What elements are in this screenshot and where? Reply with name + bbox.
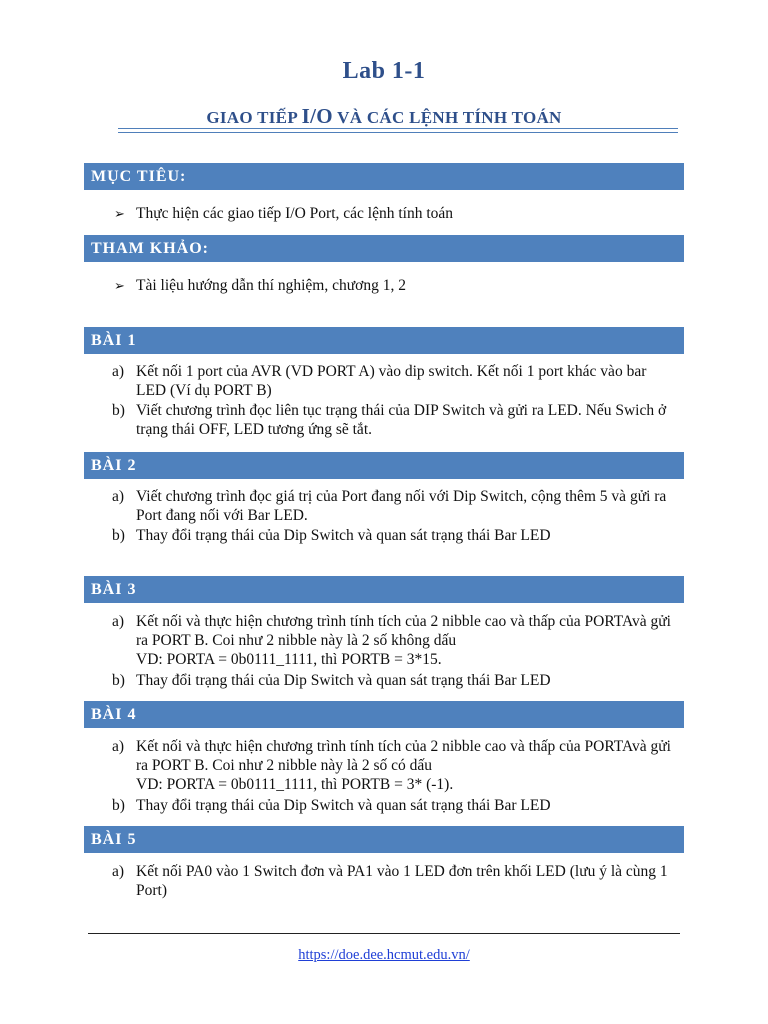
item-marker: b) bbox=[112, 797, 125, 814]
item-marker: b) bbox=[112, 402, 125, 419]
item-marker: a) bbox=[112, 488, 125, 505]
item-text: Kết nối 1 port của AVR (VD PORT A) vào dip switch. Kết nối 1 port khác vào bar LED (Ví dụ PORT B) bbox=[136, 363, 647, 399]
page-subtitle bbox=[0, 104, 768, 129]
item-marker: a) bbox=[112, 863, 125, 880]
item-text-example: VD: PORTA = 0b0111_1111, thì PORTB = 3* (-1). bbox=[136, 776, 454, 793]
item-text: Thay đổi trạng thái của Dip Switch và quan sát trạng thái Bar LED bbox=[136, 672, 551, 689]
title-rule-top bbox=[118, 128, 678, 129]
footer-rule bbox=[88, 933, 680, 934]
item-text: Viết chương trình đọc giá trị của Port đang nối với Dip Switch, cộng thêm 5 và gửi ra Port đang nối với Bar LED. bbox=[136, 488, 667, 524]
item-text: Thay đổi trạng thái của Dip Switch và quan sát trạng thái Bar LED bbox=[136, 797, 551, 814]
list-item bbox=[112, 526, 672, 545]
page-title: Lab 1-1 bbox=[342, 58, 426, 84]
title-rule-bottom bbox=[118, 132, 678, 133]
section-heading-bai-4: BÀI 4 bbox=[84, 701, 684, 728]
arrow-bullet-icon: ➢ bbox=[114, 206, 125, 221]
section-heading-bai-5: BÀI 5 bbox=[84, 826, 684, 853]
list-item bbox=[112, 612, 672, 669]
list-item bbox=[112, 362, 672, 400]
item-text: Viết chương trình đọc liên tục trạng thái của DIP Switch và gửi ra LED. Nếu Swich ở trạng thái OFF, LED tương ứng sẽ tắt. bbox=[136, 402, 667, 438]
item-text bbox=[136, 612, 672, 669]
item-marker: a) bbox=[112, 613, 125, 630]
section-heading-muc-tieu: MỤC TIÊU: bbox=[84, 163, 684, 190]
item-marker: a) bbox=[112, 363, 125, 380]
subtitle-post: VÀ CÁC LỆNH TÍNH TOÁN bbox=[332, 108, 562, 127]
item-marker: a) bbox=[112, 738, 125, 755]
item-marker: b) bbox=[112, 672, 125, 689]
item-text: Thay đổi trạng thái của Dip Switch và quan sát trạng thái Bar LED bbox=[136, 527, 551, 544]
bullet-text: Tài liệu hướng dẫn thí nghiệm, chương 1, 2 bbox=[136, 277, 406, 294]
list-item bbox=[112, 796, 672, 815]
section-heading-tham-khao: THAM KHẢO: bbox=[84, 235, 684, 262]
item-text-main: Kết nối và thực hiện chương trình tính tích của 2 nibble cao và thấp của PORTAvà gửi ra PORT B. Coi như 2 nibble này là 2 số không dấu bbox=[136, 613, 671, 649]
section-heading-bai-2: BÀI 2 bbox=[84, 452, 684, 479]
section-heading-bai-3: BÀI 3 bbox=[84, 576, 684, 603]
subtitle-io: I/O bbox=[301, 104, 333, 128]
footer-link[interactable]: https://doe.dee.hcmut.edu.vn/ bbox=[298, 947, 470, 963]
bullet-muc-tieu bbox=[114, 204, 453, 223]
list-item bbox=[112, 487, 672, 525]
list-item bbox=[112, 671, 672, 690]
item-text-main: Kết nối và thực hiện chương trình tính tích của 2 nibble cao và thấp của PORTAvà gửi ra PORT B. Coi như 2 nibble này là 2 số có dấu bbox=[136, 738, 671, 774]
subtitle-pre: GIAO TIẾP bbox=[206, 108, 302, 127]
item-marker: b) bbox=[112, 527, 125, 544]
arrow-bullet-icon: ➢ bbox=[114, 278, 125, 293]
list-item bbox=[112, 862, 672, 900]
bullet-text: Thực hiện các giao tiếp I/O Port, các lệnh tính toán bbox=[136, 205, 454, 222]
item-text-example: VD: PORTA = 0b0111_1111, thì PORTB = 3*15. bbox=[136, 651, 442, 668]
list-item bbox=[112, 401, 672, 439]
bullet-tham-khao bbox=[114, 276, 406, 295]
item-text bbox=[136, 737, 672, 794]
item-text: Kết nối PA0 vào 1 Switch đơn và PA1 vào 1 LED đơn trên khối LED (lưu ý là cùng 1 Port) bbox=[136, 863, 668, 899]
section-heading-bai-1: BÀI 1 bbox=[84, 327, 684, 354]
list-item bbox=[112, 737, 672, 794]
